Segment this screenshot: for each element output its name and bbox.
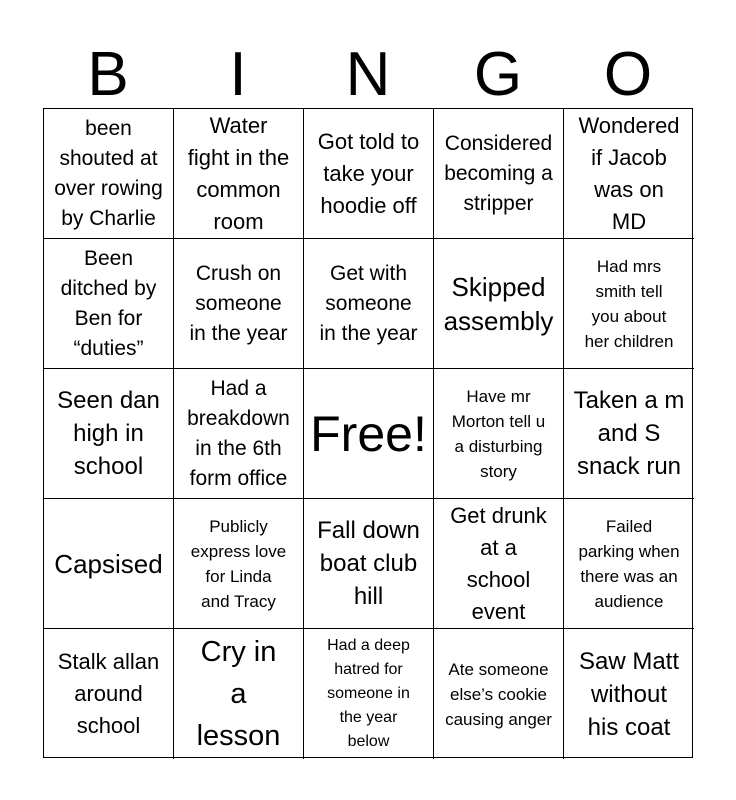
bingo-cell[interactable] bbox=[564, 629, 694, 759]
header-letter-i: I bbox=[229, 40, 247, 109]
bingo-cell[interactable] bbox=[174, 239, 304, 369]
cell-text: Seen dan high in school bbox=[57, 387, 160, 480]
header-letter-g: G bbox=[473, 40, 523, 109]
bingo-cell[interactable] bbox=[304, 109, 434, 239]
cell-text: Saw Matt without his coat bbox=[578, 647, 680, 741]
bingo-cell[interactable] bbox=[174, 109, 304, 239]
cell-text: Have mr Morton tell u a disturbing story bbox=[451, 386, 546, 481]
bingo-cell[interactable] bbox=[304, 629, 434, 759]
cell-text: Failed parking when there was an audience bbox=[578, 516, 680, 611]
cell-text: been shouted at over rowing by Charlie bbox=[54, 116, 163, 230]
bingo-cell[interactable] bbox=[44, 239, 174, 369]
cell-text: Crush on someone in the year bbox=[189, 261, 288, 345]
bingo-cell[interactable] bbox=[564, 109, 694, 239]
bingo-board bbox=[43, 108, 693, 758]
cell-text: Had a breakdown in the 6th form office bbox=[187, 376, 290, 490]
cell-text: Taken a m and S snack run bbox=[573, 387, 685, 480]
bingo-cell[interactable] bbox=[44, 109, 174, 239]
bingo-cell[interactable] bbox=[44, 629, 174, 759]
bingo-header bbox=[43, 42, 693, 108]
bingo-cell[interactable] bbox=[434, 499, 564, 629]
cell-text: Get with someone in the year bbox=[319, 261, 418, 345]
cell-text: Fall down boat club hill bbox=[317, 517, 420, 610]
cell-text: Ate someone else’s cookie causing anger bbox=[445, 659, 552, 729]
bingo-cell[interactable] bbox=[304, 499, 434, 629]
cell-text: Had mrs smith tell you about her children bbox=[584, 256, 674, 351]
bingo-cell[interactable] bbox=[434, 239, 564, 369]
bingo-cell[interactable] bbox=[434, 369, 564, 499]
header-letter-b: B bbox=[87, 40, 129, 109]
bingo-cell[interactable] bbox=[434, 109, 564, 239]
bingo-cell[interactable] bbox=[564, 499, 694, 629]
bingo-cell[interactable] bbox=[434, 629, 564, 759]
cell-text: Capsised bbox=[54, 548, 163, 579]
header-letter-n: N bbox=[345, 40, 391, 109]
bingo-cell[interactable] bbox=[174, 629, 304, 759]
bingo-cell[interactable] bbox=[304, 239, 434, 369]
bingo-cell[interactable] bbox=[44, 499, 174, 629]
free-space[interactable] bbox=[304, 369, 434, 499]
bingo-cell[interactable] bbox=[44, 369, 174, 499]
cell-text: Water fight in the common room bbox=[187, 112, 290, 234]
bingo-cell[interactable] bbox=[564, 369, 694, 499]
cell-text: Got told to take your hoodie off bbox=[317, 128, 420, 218]
cell-text: Stalk allan around school bbox=[57, 649, 160, 738]
cell-text: Considered becoming a stripper bbox=[444, 131, 553, 215]
bingo-cell[interactable] bbox=[174, 369, 304, 499]
cell-text: Publicly express love for Linda and Tracy bbox=[190, 516, 287, 611]
cell-text: Been ditched by Ben for “duties” bbox=[60, 246, 157, 360]
cell-text: Had a deep hatred for someone in the year below bbox=[327, 637, 410, 750]
free-space-label: Free! bbox=[310, 405, 427, 462]
cell-text: Cry in a lesson bbox=[196, 636, 281, 752]
header-letter-o: O bbox=[603, 40, 653, 109]
cell-text: Wondered if Jacob was on MD bbox=[578, 112, 680, 234]
cell-text: Skipped assembly bbox=[443, 271, 554, 336]
bingo-cell[interactable] bbox=[174, 499, 304, 629]
bingo-cell[interactable] bbox=[564, 239, 694, 369]
cell-text: Get drunk at a school event bbox=[450, 502, 547, 624]
